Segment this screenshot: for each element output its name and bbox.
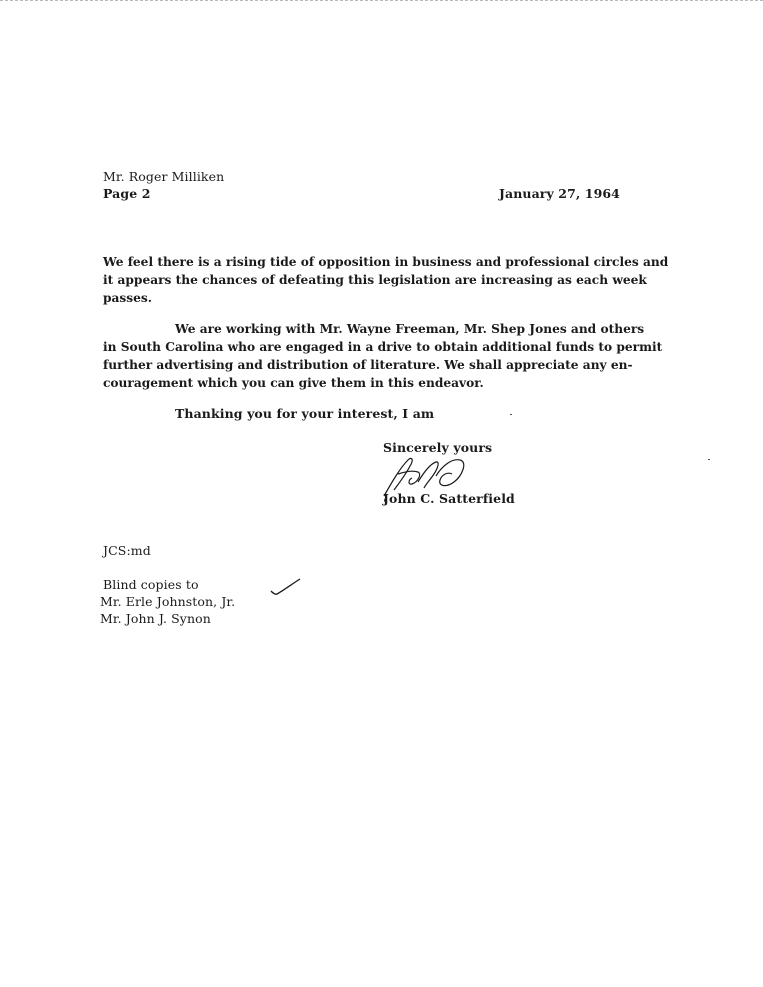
signer-name: John C. Satterfield xyxy=(383,491,515,506)
paper-speck xyxy=(510,414,512,415)
complimentary-close: Sincerely yours xyxy=(383,440,493,455)
paragraph-1-line: it appears the chances of defeating this legislation are increasing as each week xyxy=(103,273,647,287)
page-number-line: Page 2 xyxy=(103,186,151,201)
closing-sentence: Thanking you for your interest, I am xyxy=(175,406,435,421)
paragraph-2-line: We are working with Mr. Wayne Freeman, Mr. Shep Jones and others xyxy=(175,322,645,336)
letter-date: January 27, 1964 xyxy=(499,186,620,201)
paper-speck xyxy=(708,459,710,460)
paragraph-1-line: passes. xyxy=(103,291,152,305)
paragraph-1-line: We feel there is a rising tide of opposition in business and professional circles and xyxy=(103,255,669,269)
body-paragraph-1 xyxy=(103,253,668,307)
paragraph-2-line: couragement which you can give them in this endeavor. xyxy=(103,376,484,390)
reference-initials: JCS:md xyxy=(103,543,151,558)
blind-copies-heading: Blind copies to xyxy=(103,577,199,592)
blind-copy-recipient: Mr. John J. Synon xyxy=(100,611,211,626)
checkmark-icon xyxy=(268,575,304,601)
paragraph-2-line: further advertising and distribution of literature. We shall appreciate any en- xyxy=(103,358,633,372)
recipient-line: Mr. Roger Milliken xyxy=(103,169,225,184)
paragraph-2-line: in South Carolina who are engaged in a drive to obtain additional funds to permit xyxy=(103,340,663,354)
body-paragraph-2 xyxy=(103,320,662,392)
blind-copy-recipient: Mr. Erle Johnston, Jr. xyxy=(100,594,236,609)
